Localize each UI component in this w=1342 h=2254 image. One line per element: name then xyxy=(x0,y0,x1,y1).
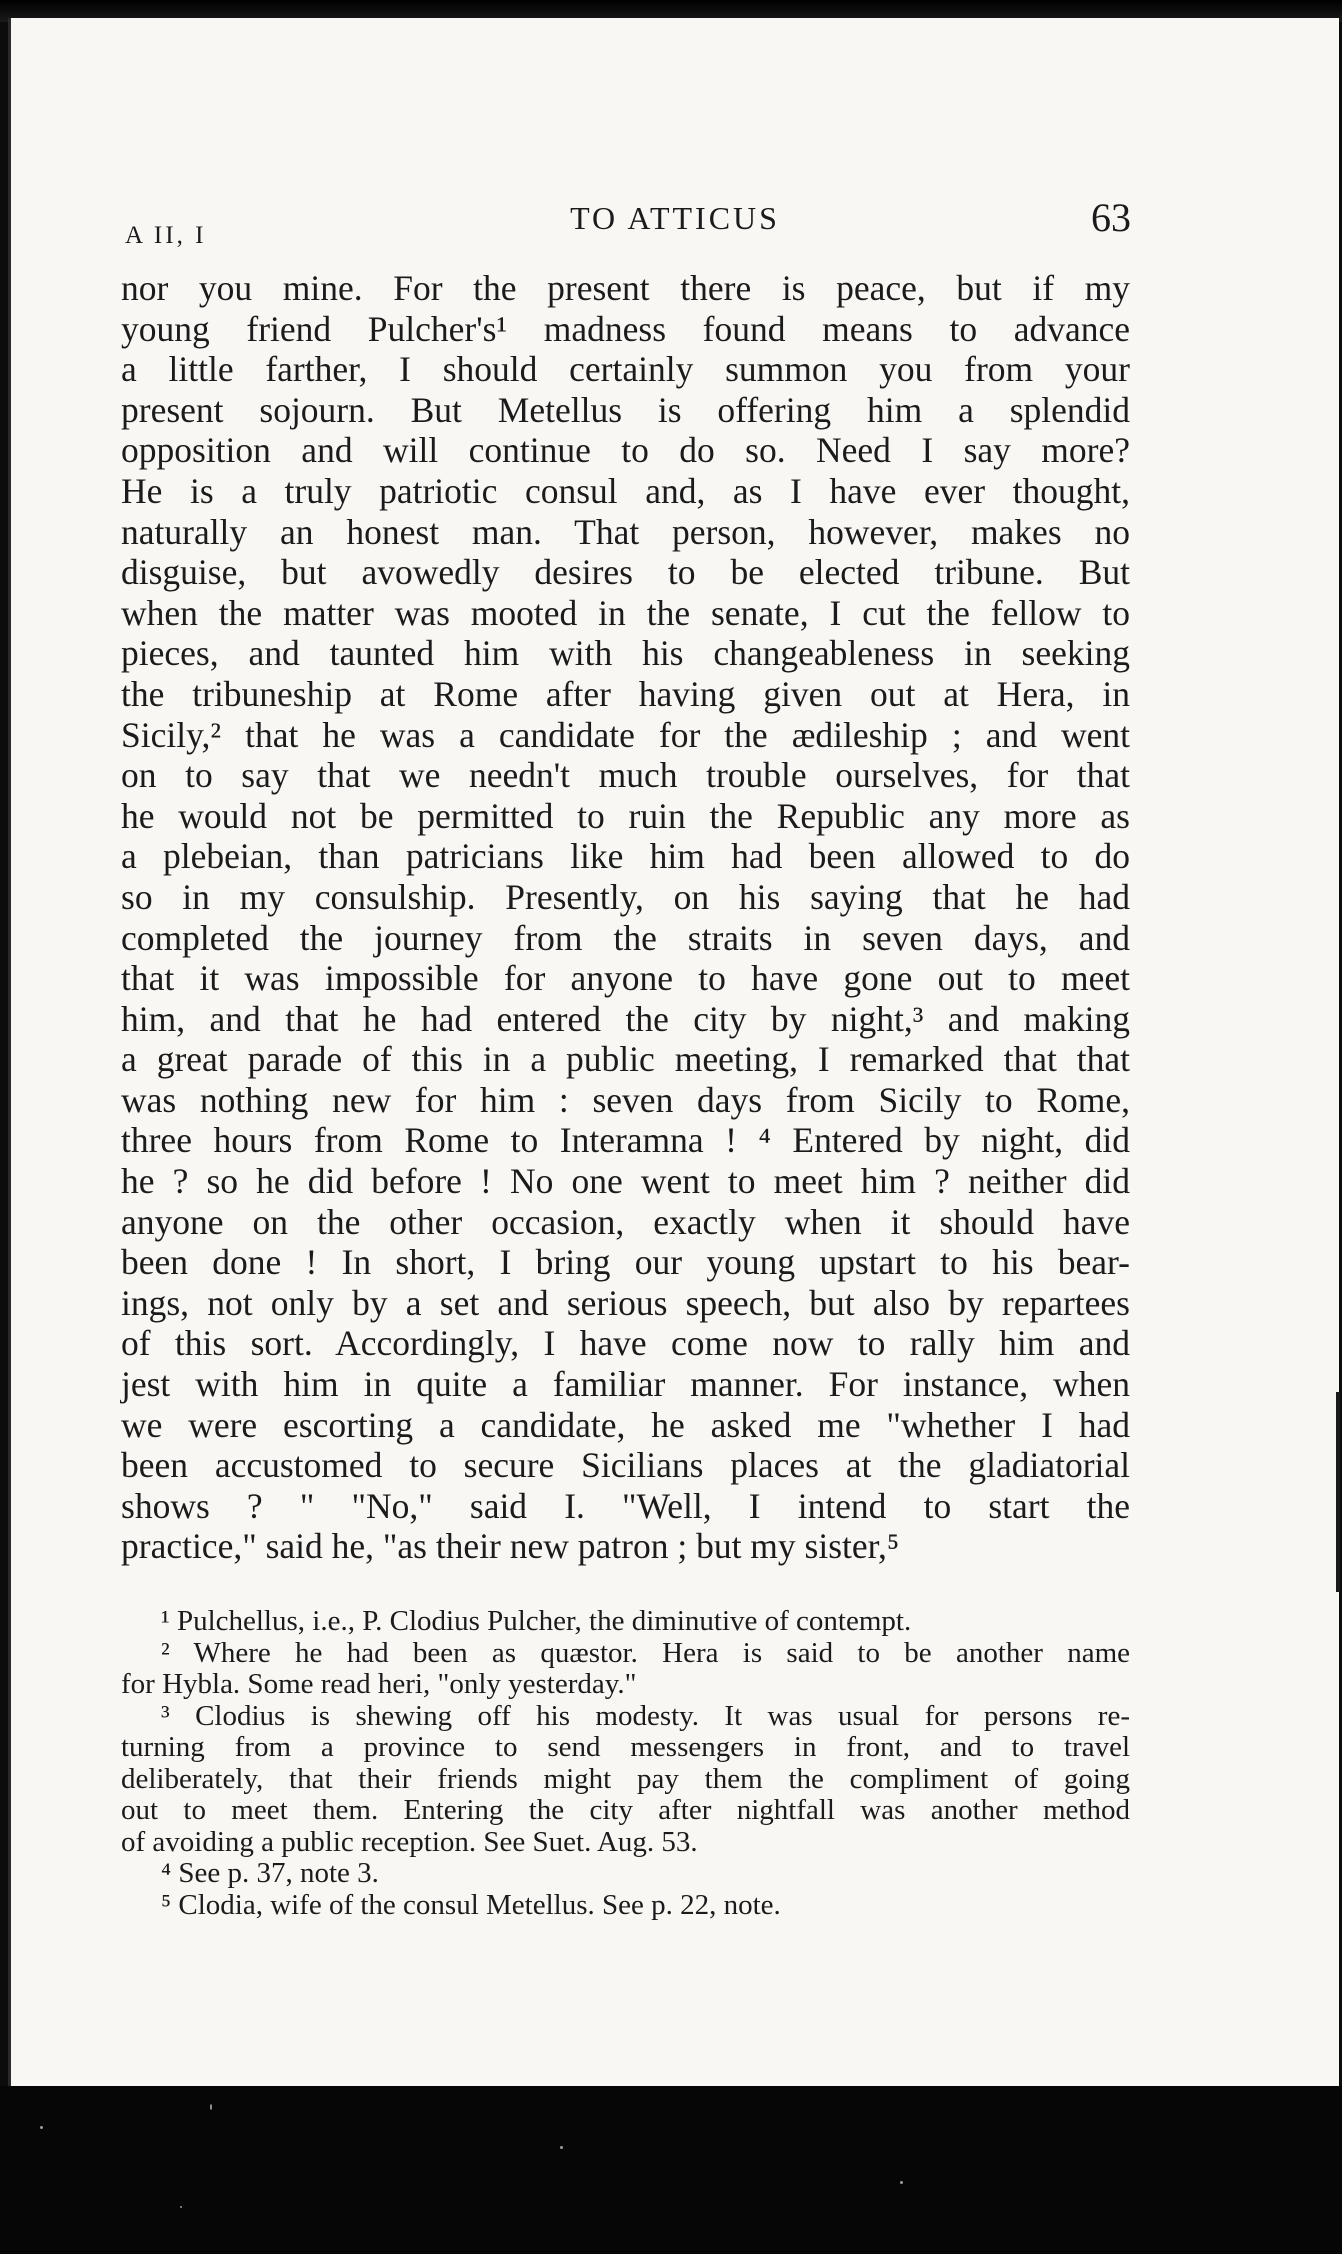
footnote-3-cont: deliberately, that their friends might pay them the compliment of going xyxy=(121,1762,1130,1795)
footnote-5: ⁵ Clodia, wife of the consul Metellus. See p. 22, note. xyxy=(161,1888,781,1921)
scan-bottom-border xyxy=(0,2086,1342,2254)
text-line: he ? so he did before ! No one went to meet him ? neither did xyxy=(121,1161,1130,1202)
running-title: TO ATTICUS xyxy=(570,200,780,236)
body-text xyxy=(121,268,1130,1567)
text-line: young friend Pulcher's¹ madness found means to advance xyxy=(121,308,1130,349)
text-line: naturally an honest man. That person, however, makes no xyxy=(121,511,1130,552)
text-line: present sojourn. But Metellus is offering him a splendid xyxy=(121,389,1130,430)
section-reference: A II, I xyxy=(125,222,207,249)
text-line: a great parade of this in a public meeting, I remarked that that xyxy=(121,1039,1130,1080)
text-line: on to say that we needn't much trouble ourselves, for that xyxy=(121,755,1130,796)
scan-speck xyxy=(210,2104,212,2110)
footnotes xyxy=(121,1606,1130,1921)
footnote-3-cont: of avoiding a public reception. See Suet. Aug. 53. xyxy=(121,1825,698,1858)
text-line: shows ? " "No," said I. "Well, I intend to start the xyxy=(121,1485,1130,1526)
running-head xyxy=(11,195,1339,250)
text-line: three hours from Rome to Interamna ! ⁴ Entered by night, did xyxy=(121,1120,1130,1161)
scan-speck xyxy=(180,2206,182,2208)
book-page xyxy=(8,18,1339,2086)
text-line: a plebeian, than patricians like him had been allowed to do xyxy=(121,836,1130,877)
page-edge-shadow xyxy=(1336,1392,1340,1592)
footnote-2: ² Where he had been as quæstor. Hera is said to be another name xyxy=(161,1636,1130,1669)
text-line: been accustomed to secure Sicilians places at the gladiatorial xyxy=(121,1445,1130,1486)
text-line: a little farther, I should certainly summon you from your xyxy=(121,349,1130,390)
footnote-3-cont: turning from a province to send messengers in front, and to travel xyxy=(121,1731,1130,1763)
footnote-1: ¹ Pulchellus, i.e., P. Clodius Pulcher, the diminutive of contempt. xyxy=(161,1605,912,1637)
text-line: when the matter was mooted in the senate, I cut the fellow to xyxy=(121,592,1130,633)
text-line: he would not be permitted to ruin the Republic any more as xyxy=(121,795,1130,836)
text-line: disguise, but avowedly desires to be elected tribune. But xyxy=(121,552,1130,593)
footnote-4: ⁴ See p. 37, note 3. xyxy=(161,1857,379,1889)
footnote-3-cont: out to meet them. Entering the city after nightfall was another method xyxy=(121,1794,1130,1826)
text-line: opposition and will continue to do so. Need I say more? xyxy=(121,430,1130,471)
text-line: pieces, and taunted him with his changeableness in seeking xyxy=(121,633,1130,674)
text-line: He is a truly patriotic consul and, as I have ever thought, xyxy=(121,470,1130,511)
text-line: him, and that he had entered the city by night,³ and making xyxy=(121,998,1130,1039)
scan-speck xyxy=(560,2146,563,2149)
scan-speck xyxy=(40,2126,43,2129)
text-line: that it was impossible for anyone to have gone out to meet xyxy=(121,958,1130,999)
scan-speck xyxy=(900,2181,903,2184)
text-line: of this sort. Accordingly, I have come now to rally him and xyxy=(121,1323,1130,1364)
text-line: was nothing new for him : seven days from Sicily to Rome, xyxy=(121,1079,1130,1120)
text-line: so in my consulship. Presently, on his saying that he had xyxy=(121,876,1130,917)
text-line: Sicily,² that he was a candidate for the ædileship ; and went xyxy=(121,714,1130,755)
text-line: the tribuneship at Rome after having given out at Hera, in xyxy=(121,673,1130,714)
text-line: completed the journey from the straits in seven days, and xyxy=(121,917,1130,958)
text-line: anyone on the other occasion, exactly when it should have xyxy=(121,1201,1130,1242)
text-line: been done ! In short, I bring our young upstart to his bear- xyxy=(121,1242,1130,1283)
text-line: we were escorting a candidate, he asked me "whether I had xyxy=(121,1404,1130,1445)
footnote-3: ³ Clodius is shewing off his modesty. It was usual for persons re- xyxy=(161,1699,1130,1732)
text-line: practice," said he, "as their new patron ; but my sister,⁵ xyxy=(121,1526,900,1567)
footnote-2-cont: for Hybla. Some read heri, "only yesterday." xyxy=(121,1668,637,1700)
text-line: ings, not only by a set and serious speech, but also by repartees xyxy=(121,1282,1130,1323)
text-line: nor you mine. For the present there is peace, but if my xyxy=(121,268,1130,308)
page-number: 63 xyxy=(1091,195,1131,240)
text-line: jest with him in quite a familiar manner. For instance, when xyxy=(121,1364,1130,1405)
